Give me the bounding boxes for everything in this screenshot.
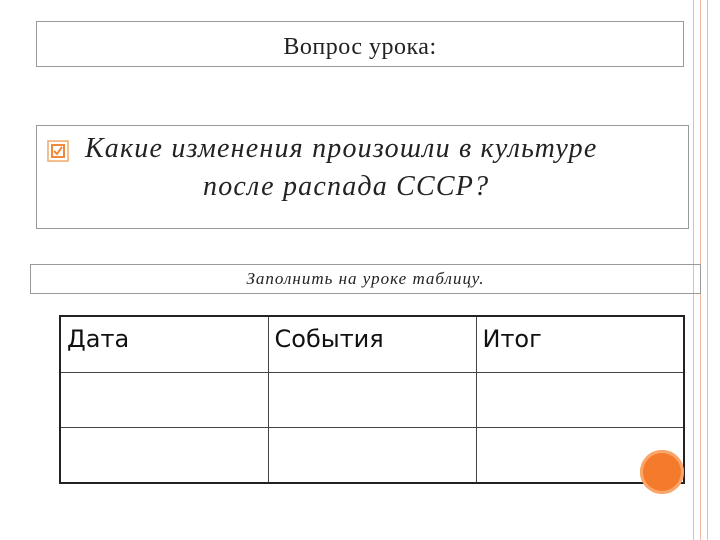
question-box [36, 125, 689, 229]
events-table [59, 315, 685, 484]
question-line-2: после распада СССР? [203, 171, 490, 202]
header-events: События [274, 325, 384, 353]
header-cell-date [60, 316, 268, 373]
table-cell [476, 373, 684, 428]
header-date: Дата [67, 325, 130, 353]
checkbox-bullet-icon [47, 140, 69, 162]
title-box [36, 21, 684, 67]
instruction-box [30, 264, 701, 294]
table-cell [60, 428, 268, 484]
slide-title [283, 34, 436, 61]
header-result: Итог [482, 325, 542, 353]
question-line-1: Какие изменения произошли в культуре [85, 133, 598, 164]
table-cell [60, 373, 268, 428]
table-row [60, 373, 684, 428]
slide-title-text: Вопрос урока: [283, 34, 437, 60]
header-cell-events [268, 316, 476, 373]
table-row [60, 428, 684, 484]
table-cell [268, 428, 476, 484]
instruction-text: Заполнить на уроке таблицу. [246, 269, 485, 288]
header-cell-result [476, 316, 684, 373]
table-cell [268, 373, 476, 428]
question-text [85, 130, 685, 206]
orange-circle-decoration [640, 450, 684, 494]
margin-line-3 [707, 0, 708, 540]
table-header-row [60, 316, 684, 373]
